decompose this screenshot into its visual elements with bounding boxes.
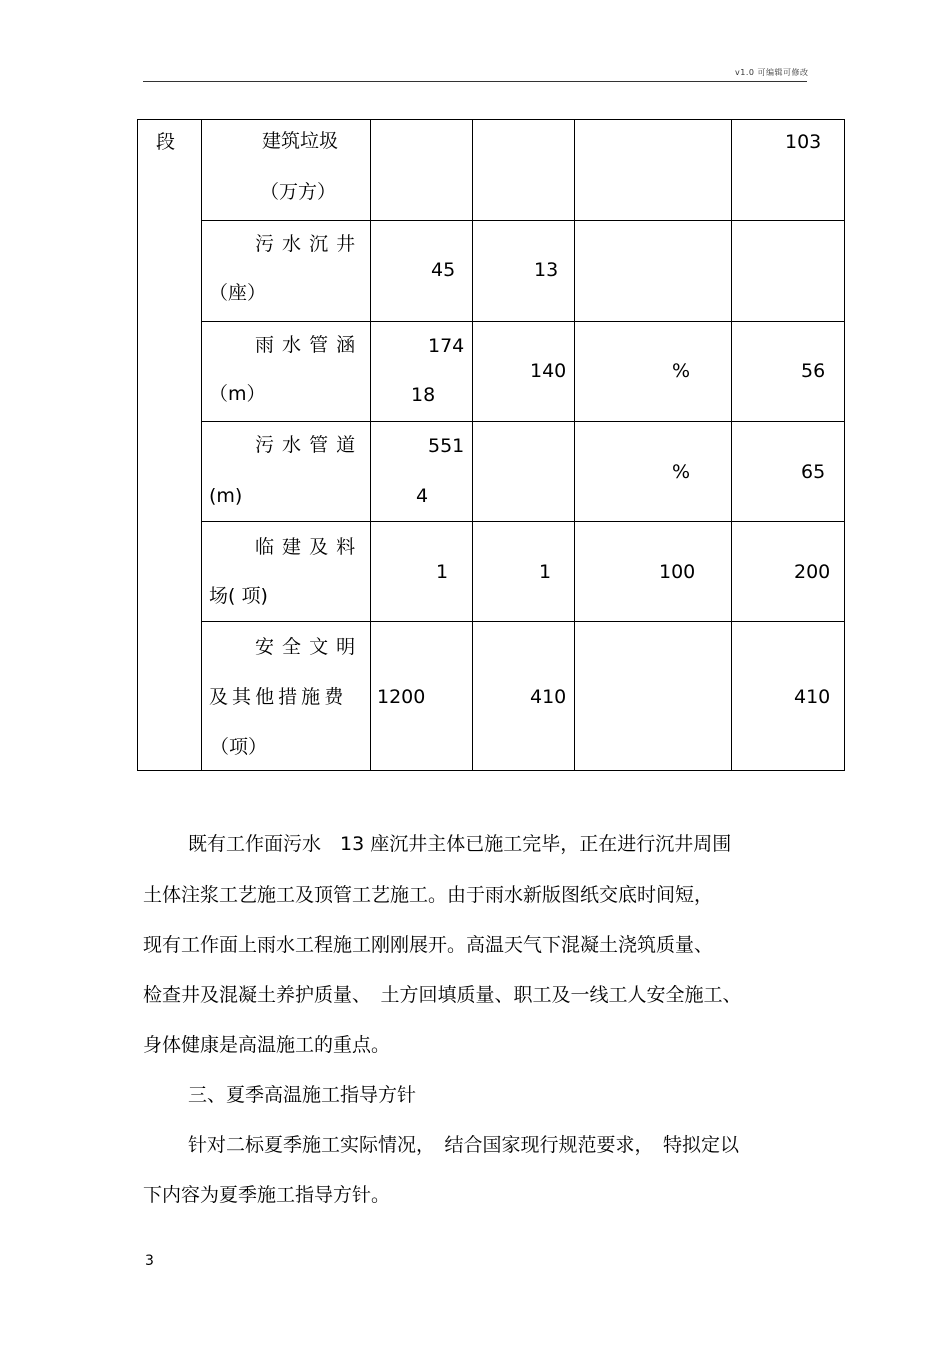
paragraph-line: 检查井及混凝土养护质量、 土方回填质量、职工及一线工人安全施工、 bbox=[143, 984, 742, 1006]
table-cell bbox=[575, 221, 732, 322]
section-cell bbox=[138, 120, 202, 771]
table-cell bbox=[575, 422, 732, 522]
table-cell bbox=[202, 221, 371, 322]
cell-value: 1200 bbox=[377, 686, 426, 708]
table-cell bbox=[732, 622, 845, 771]
cell-value: 18 bbox=[411, 384, 436, 406]
table-cell bbox=[473, 322, 575, 422]
table-cell bbox=[732, 120, 845, 221]
table-cell bbox=[202, 120, 371, 221]
table-cell bbox=[473, 422, 575, 522]
table-cell bbox=[473, 120, 575, 221]
row-name-line: 及 其 他 措 施 费 bbox=[209, 686, 343, 708]
cell-value: 100 bbox=[659, 561, 696, 583]
table-row bbox=[138, 322, 845, 422]
cell-value: 174 bbox=[428, 335, 465, 357]
row-name-line: （座） bbox=[209, 282, 267, 304]
cell-value: 551 bbox=[428, 435, 465, 457]
section-label: 段 bbox=[156, 131, 176, 153]
row-name-line: (m) bbox=[209, 485, 243, 507]
cell-value: % bbox=[672, 360, 691, 382]
cell-value: % bbox=[672, 461, 691, 483]
cell-value: 45 bbox=[431, 259, 456, 281]
table-cell bbox=[575, 120, 732, 221]
row-name-line: （项） bbox=[210, 736, 268, 758]
cell-value: 65 bbox=[801, 461, 826, 483]
table-cell bbox=[202, 522, 371, 622]
table-cell bbox=[371, 322, 473, 422]
paragraph-line: 针对二标夏季施工实际情况， 结合国家现行规范要求， 特拟定以 bbox=[188, 1134, 740, 1156]
paragraph-line: 既有工作面污水 13 座沉井主体已施工完毕，正在进行沉井周围 bbox=[188, 833, 732, 855]
cell-value: 13 bbox=[534, 259, 559, 281]
table-row bbox=[138, 120, 845, 221]
row-name-line: 雨 水 管 涵 bbox=[255, 334, 357, 356]
cell-value: 1 bbox=[539, 561, 552, 583]
row-name-line: 临 建 及 料 bbox=[255, 536, 357, 558]
paragraph-line: 土体注浆工艺施工及顶管工艺施工。由于雨水新版图纸交底时间短， bbox=[143, 884, 714, 906]
row-name-line: （万方） bbox=[260, 181, 337, 203]
table-cell bbox=[473, 221, 575, 322]
cell-value: 140 bbox=[530, 360, 567, 382]
table-cell bbox=[732, 322, 845, 422]
section-heading: 三、夏季高温施工指导方针 bbox=[188, 1084, 417, 1106]
table-cell bbox=[371, 221, 473, 322]
paragraph-line: 现有工作面上雨水工程施工刚刚展开。高温天气下混凝土浇筑质量、 bbox=[143, 934, 714, 956]
table-cell bbox=[473, 622, 575, 771]
cell-value: 200 bbox=[794, 561, 831, 583]
table-row bbox=[138, 422, 845, 522]
cell-value: 4 bbox=[416, 485, 429, 507]
table-cell bbox=[473, 522, 575, 622]
row-name-line: （m） bbox=[209, 383, 266, 405]
table-cell bbox=[202, 422, 371, 522]
cell-value: 410 bbox=[530, 686, 567, 708]
table-cell bbox=[202, 622, 371, 771]
table-cell bbox=[732, 522, 845, 622]
table-cell bbox=[575, 522, 732, 622]
row-name-line: 场( 项) bbox=[209, 585, 268, 607]
row-name-line: 安 全 文 明 bbox=[255, 636, 357, 658]
row-name-line: 污 水 沉 井 bbox=[255, 233, 357, 255]
table-cell bbox=[371, 422, 473, 522]
table-row bbox=[138, 622, 845, 771]
table-cell bbox=[202, 322, 371, 422]
table-cell bbox=[575, 622, 732, 771]
paragraph-line: 身体健康是高温施工的重点。 bbox=[143, 1034, 391, 1056]
table-cell bbox=[371, 120, 473, 221]
header-rule bbox=[143, 81, 807, 82]
cell-value: 56 bbox=[801, 360, 826, 382]
table-cell bbox=[732, 221, 845, 322]
row-name-line: 污 水 管 道 bbox=[255, 434, 357, 456]
header-version-text: v1.0 可编辑可修改 bbox=[735, 68, 809, 77]
row-name-line: 建筑垃圾 bbox=[262, 130, 339, 152]
cell-value: 1 bbox=[436, 561, 449, 583]
data-table bbox=[137, 119, 845, 771]
page-number: 3 bbox=[145, 1253, 154, 1269]
cell-value: 103 bbox=[785, 131, 822, 153]
table-row bbox=[138, 522, 845, 622]
table-cell bbox=[371, 622, 473, 771]
table-row bbox=[138, 221, 845, 322]
paragraph-line: 下内容为夏季施工指导方针。 bbox=[143, 1184, 391, 1206]
cell-value: 410 bbox=[794, 686, 831, 708]
table-cell bbox=[575, 322, 732, 422]
table-cell bbox=[371, 522, 473, 622]
table-cell bbox=[732, 422, 845, 522]
